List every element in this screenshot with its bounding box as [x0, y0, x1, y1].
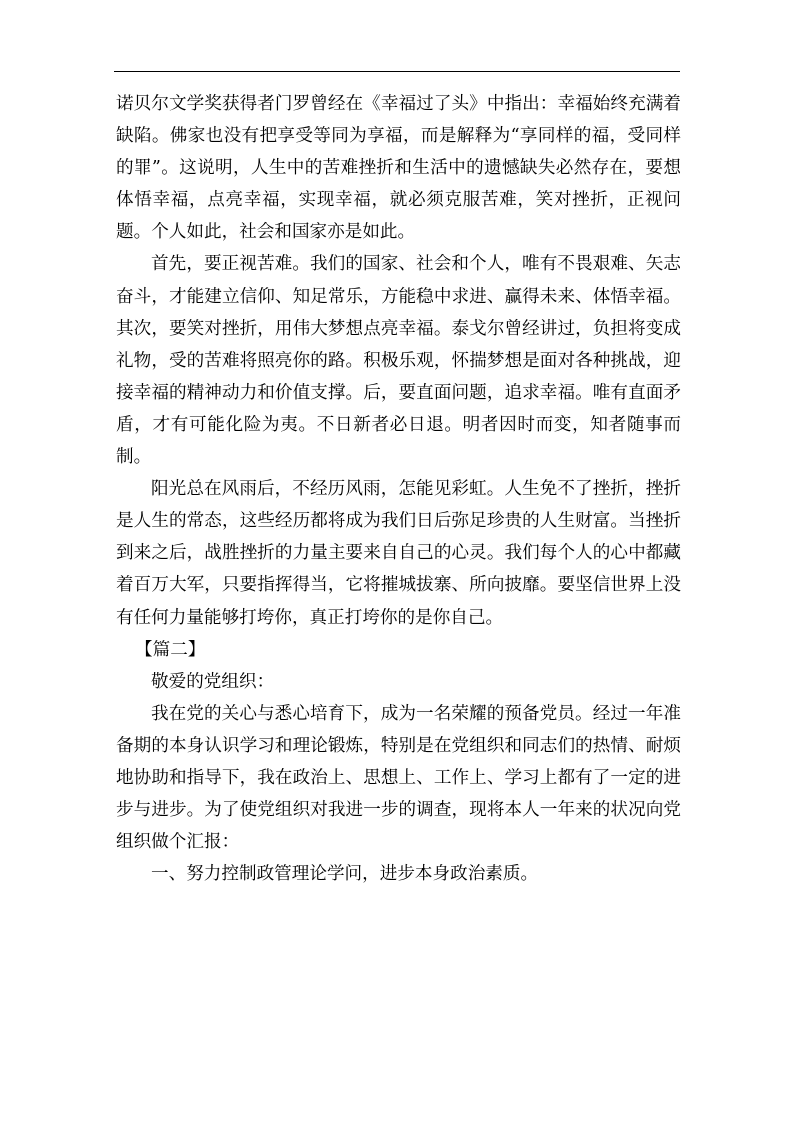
- salutation: 敬爱的党组织：: [151, 671, 275, 692]
- document-body: [116, 88, 681, 890]
- section-heading: 【篇二】: [135, 639, 206, 660]
- paragraph-intro: 诺贝尔文学奖获得者门罗曾经在《幸福过了头》中指出：幸福始终充满着缺陷。佛家也没有把享受等同为享福，而是解释为“享同样的福，受同样的罪”。这说明，人生中的苦难挫折和生活中的遗憾缺失必然存在，要想体悟幸福，点亮幸福，实现幸福，就必须克服苦难，笑对挫折，正视问题。个人如此，社会和国家亦是如此。: [116, 94, 681, 243]
- header-rule: [114, 71, 680, 72]
- paragraph-after-rain: 阳光总在风雨后，不经历风雨，怎能见彩虹。人生免不了挫折，挫折是人生的常态，这些经历都将成为我们日后弥足珍贵的人生财富。当挫折到来之后，战胜挫折的力量主要来自自己的心灵。我们每个人的心中都藏着百万大军，只要指挥得当，它将摧城拔寨、所向披靡。要坚信世界上没有任何力量能够打垮你，真正打垮你的是你自己。: [116, 479, 681, 628]
- paragraph-report: 我在党的关心与悉心培育下，成为一名荣耀的预备党员。经过一年准备期的本身认识学习和理论锻炼，特别是在党组织和同志们的热情、耐烦地协助和指导下，我在政治上、思想上、工作上、学习上都有了一定的进步与进步。为了使党组织对我进一步的调查，现将本人一年来的状况向党组织做个汇报：: [116, 703, 681, 853]
- paragraph-face-hardship: 首先，要正视苦难。我们的国家、社会和个人，唯有不畏艰难、矢志奋斗，才能建立信仰、知足常乐，方能稳中求进、赢得未来、体悟幸福。其次，要笑对挫折，用伟大梦想点亮幸福。泰戈尔曾经讲过，负担将变成礼物，受的苦难将照亮你的路。积极乐观，怀揣梦想是面对各种挑战，迎接幸福的精神动力和价值支撑。后，要直面问题，追求幸福。唯有直面矛盾，才有可能化险为夷。不日新者必日退。明者因时而变，知者随事而制。: [116, 254, 681, 468]
- point-one: 一、努力控制政管理论学问，进步本身政治素质。: [151, 864, 539, 885]
